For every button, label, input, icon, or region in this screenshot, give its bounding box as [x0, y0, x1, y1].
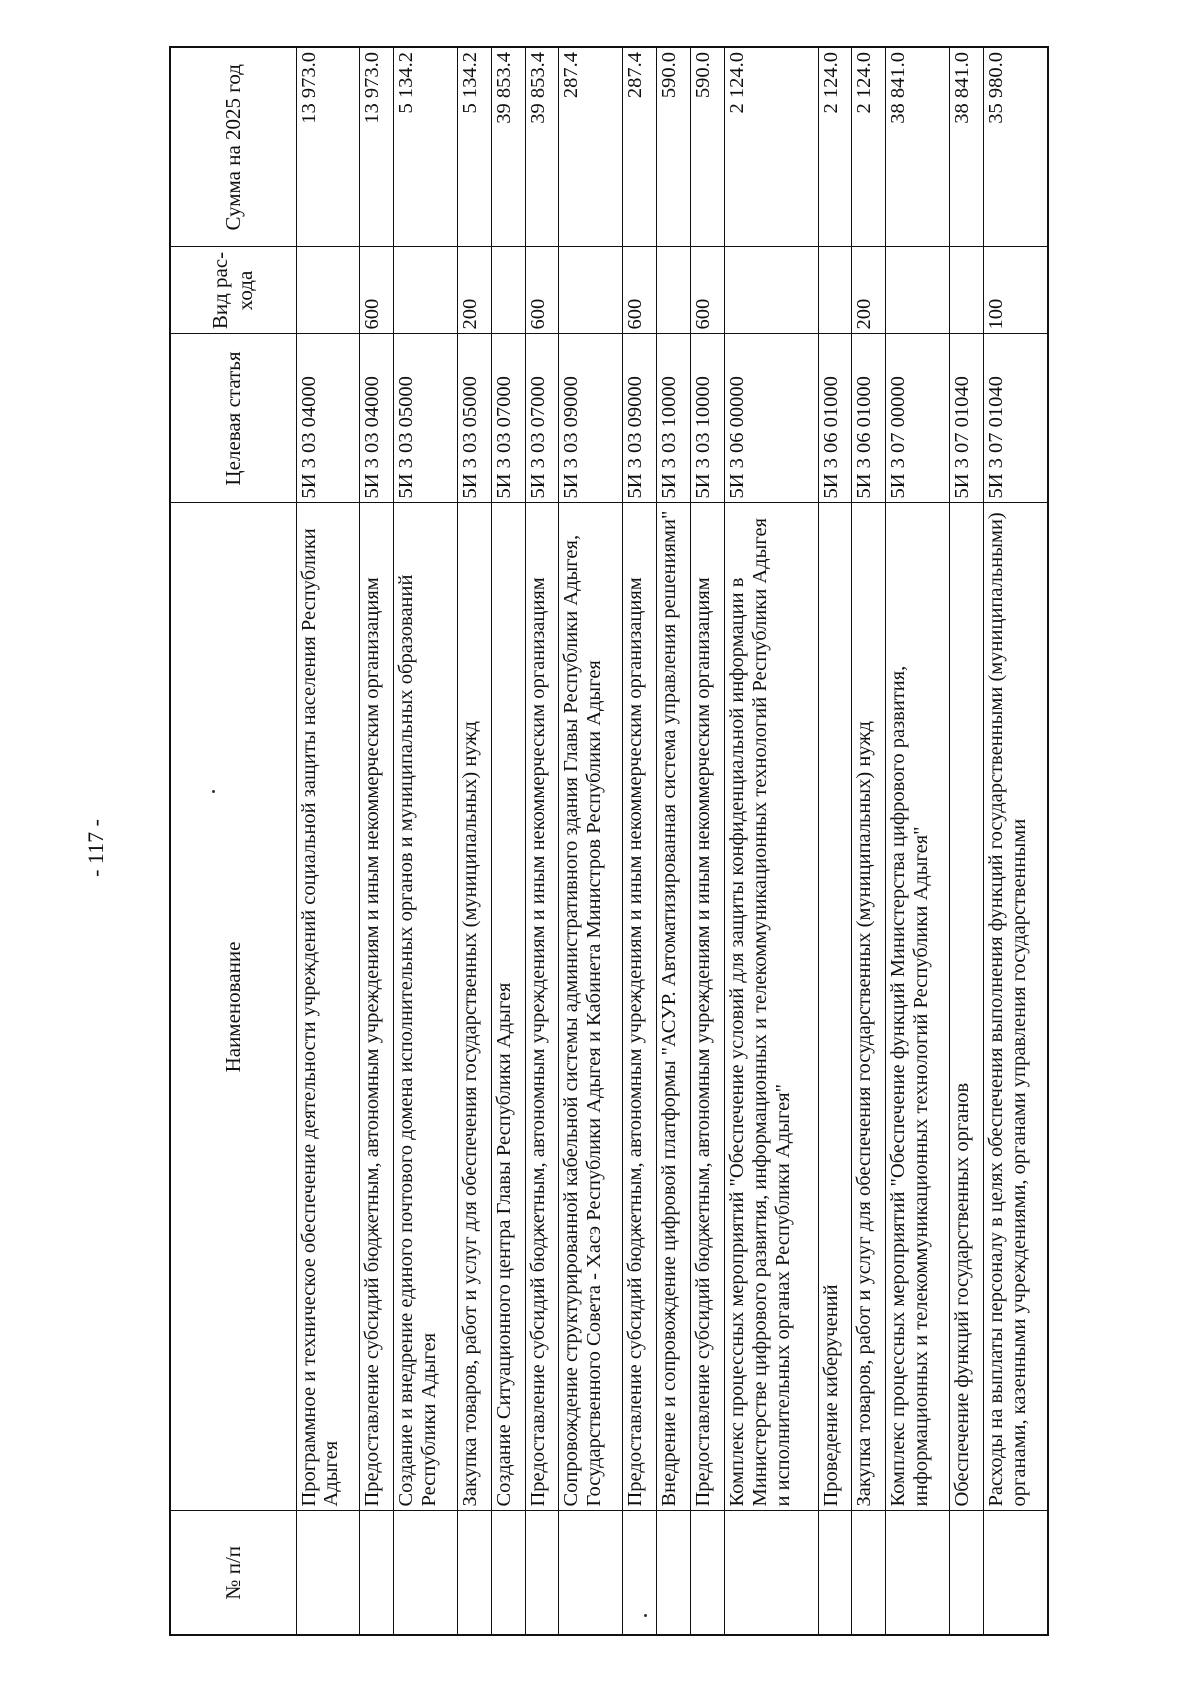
cell-sum: 2 124.0	[724, 47, 818, 247]
header-sum: Сумма на 2025 год	[170, 47, 296, 247]
cell-code: 5И 3 03 10000	[690, 334, 724, 503]
scan-dot	[644, 1614, 647, 1617]
table-row	[559, 47, 623, 1635]
cell-num	[886, 1511, 950, 1635]
cell-name: Предоставление субсидий бюджетным, автономным учреждениям и иным некоммерческим организациям	[525, 503, 559, 1511]
table-row	[886, 47, 950, 1635]
cell-type: 200	[852, 247, 886, 334]
table-row	[818, 47, 852, 1635]
cell-code: 5И 3 07 01040	[983, 334, 1048, 503]
cell-type	[886, 247, 950, 334]
cell-type	[724, 247, 818, 334]
cell-code: 5И 3 03 05000	[457, 334, 491, 503]
cell-code: 5И 3 03 09000	[559, 334, 623, 503]
cell-num	[852, 1511, 886, 1635]
table-row	[525, 47, 559, 1635]
table-row	[360, 47, 394, 1635]
table-row	[623, 47, 657, 1635]
cell-code: 5И 3 03 05000	[394, 334, 458, 503]
cell-type: 200	[457, 247, 491, 334]
cell-name: Внедрение и сопровождение цифровой платформы "АСУР. Автоматизированная система управления решениями"	[657, 503, 691, 1511]
table-row	[690, 47, 724, 1635]
cell-name: Предоставление субсидий бюджетным, автономным учреждениям и иным некоммерческим организациям	[623, 503, 657, 1511]
cell-sum: 287.4	[559, 47, 623, 247]
rotated-page-content	[169, 48, 1049, 1636]
cell-code: 5И 3 06 00000	[724, 334, 818, 503]
cell-num	[394, 1511, 458, 1635]
cell-type	[950, 247, 984, 334]
cell-sum: 2 124.0	[852, 47, 886, 247]
table-row	[852, 47, 886, 1635]
cell-num	[983, 1511, 1048, 1635]
page-number: - 117 -	[83, 819, 108, 877]
cell-num	[525, 1511, 559, 1635]
cell-code: 5И 3 07 01040	[950, 334, 984, 503]
cell-sum: 35 980.0	[983, 47, 1048, 247]
cell-sum: 38 841.0	[886, 47, 950, 247]
cell-sum: 590.0	[657, 47, 691, 247]
cell-num	[457, 1511, 491, 1635]
cell-sum: 590.0	[690, 47, 724, 247]
header-type: Вид рас- хода	[170, 247, 296, 334]
cell-num	[818, 1511, 852, 1635]
cell-sum: 2 124.0	[818, 47, 852, 247]
cell-code: 5И 3 03 04000	[360, 334, 394, 503]
table-row	[296, 47, 360, 1635]
cell-type: 600	[690, 247, 724, 334]
cell-type	[818, 247, 852, 334]
cell-num	[623, 1511, 657, 1635]
cell-num	[657, 1511, 691, 1635]
cell-code: 5И 3 03 07000	[491, 334, 525, 503]
scan-dot	[212, 790, 215, 793]
cell-num	[296, 1511, 360, 1635]
cell-type	[394, 247, 458, 334]
cell-type	[491, 247, 525, 334]
cell-sum: 39 853.4	[525, 47, 559, 247]
cell-code: 5И 3 03 09000	[623, 334, 657, 503]
cell-type: 600	[623, 247, 657, 334]
cell-type: 600	[360, 247, 394, 334]
cell-name: Создание и внедрение единого почтового домена исполнительных органов и муниципальных образований Республики Адыгея	[394, 503, 458, 1511]
cell-name: Расходы на выплаты персоналу в целях обеспечения выполнения функций государственными (муниципальными) органами, казенными учреждениями, органами управления государственными	[983, 503, 1048, 1511]
table-row	[950, 47, 984, 1635]
cell-name: Комплекс процессных мероприятий "Обеспечение функций Министерства цифрового развития, информационных и телекоммуникационных технологий Республики Адыгея"	[886, 503, 950, 1511]
cell-sum: 5 134.2	[457, 47, 491, 247]
cell-type	[559, 247, 623, 334]
cell-name: Обеспечение функций государственных органов	[950, 503, 984, 1511]
cell-name: Закупка товаров, работ и услуг для обеспечения государственных (муниципальных) нужд	[852, 503, 886, 1511]
cell-code: 5И 3 03 10000	[657, 334, 691, 503]
cell-name: Закупка товаров, работ и услуг для обеспечения государственных (муниципальных) нужд	[457, 503, 491, 1511]
cell-sum: 39 853.4	[491, 47, 525, 247]
table-row	[457, 47, 491, 1635]
cell-type: 100	[983, 247, 1048, 334]
table-row	[983, 47, 1048, 1635]
cell-code: 5И 3 06 01000	[852, 334, 886, 503]
cell-name: Программное и техническое обеспечение деятельности учреждений социальной защиты населения Республики Адыгея	[296, 503, 360, 1511]
cell-name: Предоставление субсидий бюджетным, автономным учреждениям и иным некоммерческим организациям	[690, 503, 724, 1511]
table-row	[724, 47, 818, 1635]
table-body	[296, 47, 1048, 1635]
table-row	[394, 47, 458, 1635]
table-header-row	[170, 47, 296, 1635]
cell-num	[491, 1511, 525, 1635]
cell-name: Предоставление субсидий бюджетным, автономным учреждениям и иным некоммерческим организациям	[360, 503, 394, 1511]
cell-name: Создание Ситуационного центра Главы Республики Адыгея	[491, 503, 525, 1511]
cell-type	[296, 247, 360, 334]
cell-sum: 38 841.0	[950, 47, 984, 247]
cell-num	[724, 1511, 818, 1635]
header-code: Целевая статья	[170, 334, 296, 503]
cell-num	[690, 1511, 724, 1635]
cell-sum: 5 134.2	[394, 47, 458, 247]
cell-name: Комплекс процессных мероприятий "Обеспечение условий для защиты конфиденциальной информации в Министерстве цифрового развития, информационных и телекоммуникационных технологий Республики Адыгея и исполнительных органах Республики Адыгея"	[724, 503, 818, 1511]
cell-type: 600	[525, 247, 559, 334]
table-row	[657, 47, 691, 1635]
header-num: № п/п	[170, 1511, 296, 1635]
header-name: Наименование	[170, 503, 296, 1511]
cell-num	[559, 1511, 623, 1635]
cell-sum: 13 973.0	[360, 47, 394, 247]
cell-type	[657, 247, 691, 334]
cell-code: 5И 3 06 01000	[818, 334, 852, 503]
cell-code: 5И 3 03 07000	[525, 334, 559, 503]
cell-num	[360, 1511, 394, 1635]
cell-name: Сопровождение структурированной кабельной системы административного здания Главы Республики Адыгея, Государственного Совета - Хасэ Республики Адыгея и Кабинета Министров Республики Адыгея	[559, 503, 623, 1511]
budget-table	[169, 46, 1049, 1636]
cell-code: 5И 3 07 00000	[886, 334, 950, 503]
cell-sum: 287.4	[623, 47, 657, 247]
cell-name: Проведение киберучений	[818, 503, 852, 1511]
cell-code: 5И 3 03 04000	[296, 334, 360, 503]
cell-sum: 13 973.0	[296, 47, 360, 247]
cell-num	[950, 1511, 984, 1635]
table-row	[491, 47, 525, 1635]
